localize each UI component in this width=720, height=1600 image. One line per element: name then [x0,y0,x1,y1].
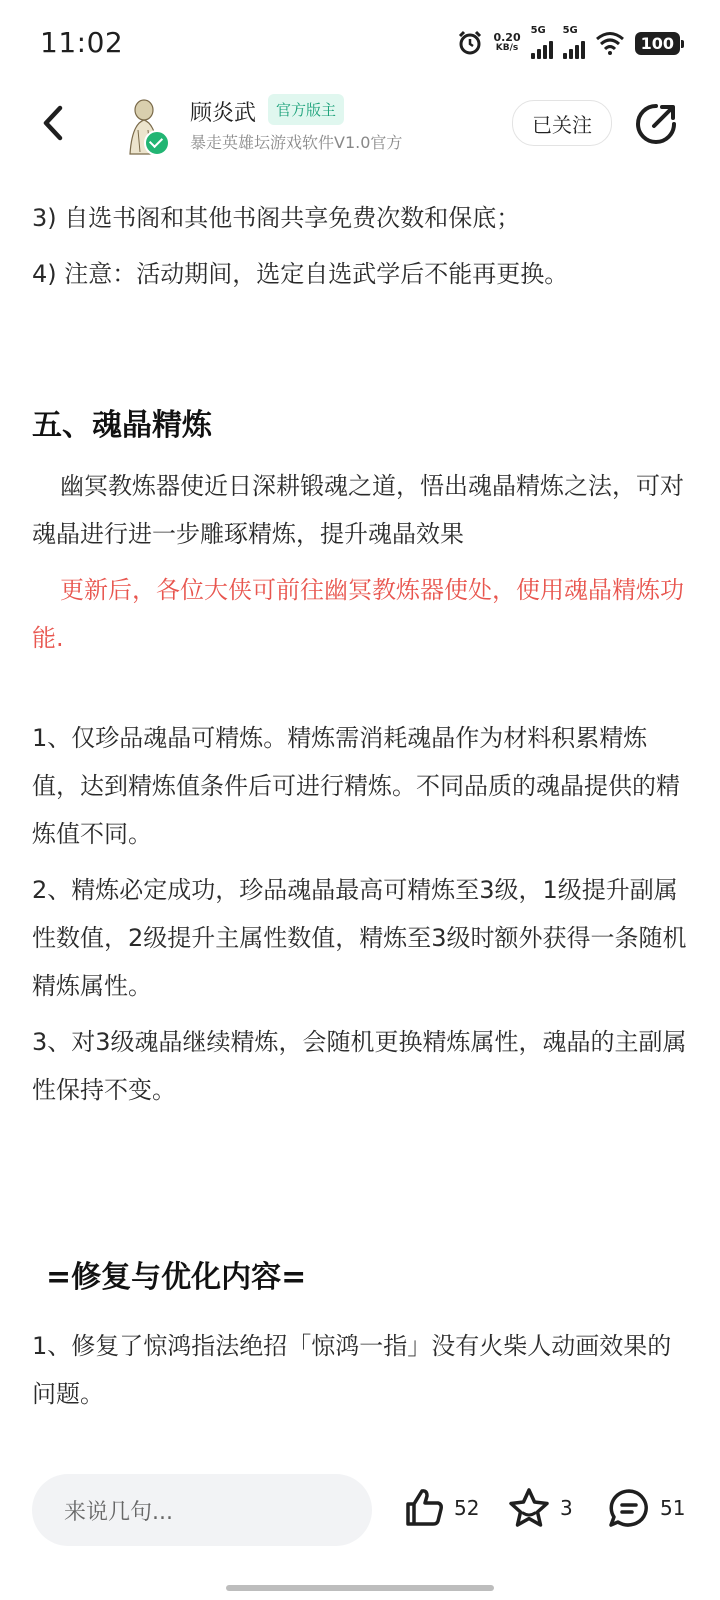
alarm-icon [457,30,483,56]
favorite-count: 3 [560,1496,573,1520]
list-item: 2、精炼必定成功，珍品魂晶最高可精炼至3级，1级提升副属性数值，2级提升主属性数值，精炼至3级时额外获得一条随机精炼属性。 [32,876,687,1000]
battery-icon: 100 [635,32,680,55]
follow-button[interactable]: 已关注 [512,100,612,146]
comment-button[interactable] [606,1486,685,1530]
network-speed [493,32,520,54]
list-item: 1、仅珍品魂晶可精炼。精炼需消耗魂晶作为材料积累精炼值，达到精炼值条件后可进行精炼。不同品质的魂晶提供的精炼值不同。 [32,724,680,848]
home-indicator[interactable] [226,1585,494,1591]
like-count: 52 [454,1496,480,1520]
like-button[interactable] [402,1486,479,1530]
signal-sim1-icon [531,27,553,59]
section-heading: =修复与优化内容= [46,1260,307,1295]
status-bar [0,0,720,80]
list-item: 1、修复了惊鸿指法绝招「惊鸿一指」没有火柴人动画效果的问题。 [32,1332,672,1408]
comment-input[interactable]: 来说几句... [32,1474,372,1546]
author-name[interactable]: 顾炎武 [190,101,257,126]
back-button[interactable] [30,98,80,148]
highlight-text: 更新后，各位大侠可前往幽冥教炼器使处，使用魂晶精炼功能. [32,576,684,652]
share-icon [638,106,674,142]
chevron-left-icon [46,108,60,138]
list-item: 3、对3级魂晶继续精炼，会随机更换精炼属性，魂晶的主副属性保持不变。 [32,1028,687,1104]
verified-icon [144,130,170,156]
status-icons [457,26,680,60]
comment-count: 51 [660,1496,686,1520]
author-subtitle: 暴走英雄坛游戏软件V1.0官方 [190,133,403,152]
share-button[interactable] [632,100,680,148]
list-item: 4) 注意：活动期间，选定自选武学后不能再更换。 [32,260,569,288]
sim1-label: 5G [530,25,546,36]
article-body [32,150,688,1426]
post-header [0,80,720,172]
section-intro: 幽冥教炼器使近日深耕锻魂之道，悟出魂晶精炼之法，可对魂晶进行进一步雕琢精炼，提升魂晶效果 [32,472,684,548]
network-speed-unit: KB/s [495,43,519,53]
bottom-action-bar [0,1454,720,1600]
sim2-label: 5G [562,25,578,36]
official-moderator-badge: 官方版主 [268,94,344,125]
star-icon [506,1486,552,1530]
thumb-up-icon [402,1486,446,1530]
status-time: 11:02 [40,26,124,59]
favorite-button[interactable] [506,1486,573,1530]
list-item: 3) 自选书阁和其他书阁共享免费次数和保底； [32,204,521,232]
signal-sim2-icon [563,27,585,59]
comment-icon [606,1486,652,1530]
network-speed-value: 0.20 [493,31,521,44]
wifi-icon [595,31,625,55]
section-heading: 五、魂晶精炼 [32,408,212,443]
